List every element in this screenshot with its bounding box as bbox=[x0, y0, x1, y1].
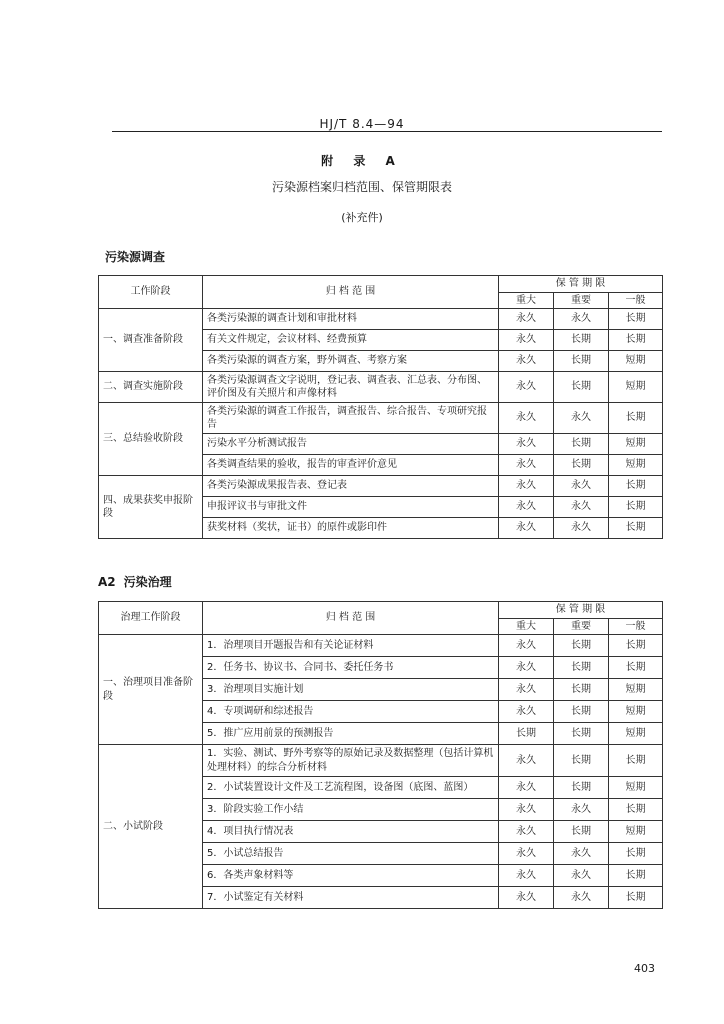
general-cell: 长期 bbox=[609, 497, 663, 518]
general-cell: 短期 bbox=[609, 351, 663, 372]
table-header-row bbox=[99, 602, 663, 619]
stage-cell: 二、调查实施阶段 bbox=[99, 372, 203, 403]
stage-cell: 二、小试阶段 bbox=[99, 745, 203, 909]
general-cell: 短期 bbox=[609, 455, 663, 476]
major-cell: 永久 bbox=[499, 403, 554, 434]
table-row bbox=[99, 635, 663, 657]
scope-header: 归 档 范 围 bbox=[203, 602, 499, 635]
scope-cell: 5．小试总结报告 bbox=[203, 843, 499, 865]
scope-cell: 3．阶段实验工作小结 bbox=[203, 799, 499, 821]
major-cell: 永久 bbox=[499, 701, 554, 723]
important-cell: 长期 bbox=[554, 351, 609, 372]
general-cell: 短期 bbox=[609, 777, 663, 799]
major-cell: 永久 bbox=[499, 330, 554, 351]
scope-cell: 3．治理项目实施计划 bbox=[203, 679, 499, 701]
important-cell: 永久 bbox=[554, 865, 609, 887]
stage-cell: 一、治理项目准备阶段 bbox=[99, 635, 203, 745]
section2-title: 污染治理 bbox=[123, 575, 172, 589]
scope-cell: 获奖材料（奖状，证书）的原件或影印件 bbox=[203, 518, 499, 539]
general-cell: 短期 bbox=[609, 723, 663, 745]
scope-cell: 6．各类声象材料等 bbox=[203, 865, 499, 887]
important-cell: 长期 bbox=[554, 455, 609, 476]
scope-cell: 各类污染源的调查方案，野外调查、考察方案 bbox=[203, 351, 499, 372]
important-cell: 永久 bbox=[554, 887, 609, 909]
important-header: 重要 bbox=[554, 292, 609, 309]
scope-cell: 4．专项调研和综述报告 bbox=[203, 701, 499, 723]
general-cell: 长期 bbox=[609, 518, 663, 539]
important-cell: 长期 bbox=[554, 701, 609, 723]
important-cell: 长期 bbox=[554, 821, 609, 843]
important-cell: 长期 bbox=[554, 434, 609, 455]
important-cell: 永久 bbox=[554, 518, 609, 539]
scope-cell: 2．任务书、协议书、合同书、委托任务书 bbox=[203, 657, 499, 679]
general-cell: 长期 bbox=[609, 476, 663, 497]
appendix-label: 附 录 A bbox=[321, 154, 403, 168]
scope-cell: 各类污染源的调查工作报告，调查报告、综合报告、专项研究报告 bbox=[203, 403, 499, 434]
stage-cell: 一、调查准备阶段 bbox=[99, 309, 203, 372]
major-cell: 永久 bbox=[499, 745, 554, 777]
table-header-row bbox=[99, 276, 663, 293]
major-cell: 永久 bbox=[499, 635, 554, 657]
general-cell: 短期 bbox=[609, 372, 663, 403]
scope-cell: 各类污染源的调查计划和审批材料 bbox=[203, 309, 499, 330]
important-cell: 长期 bbox=[554, 372, 609, 403]
scope-cell: 7．小试鉴定有关材料 bbox=[203, 887, 499, 909]
appendix-title: 污染源档案归档范围、保管期限表 bbox=[271, 180, 452, 194]
major-header: 重大 bbox=[499, 292, 554, 309]
retention-header: 保 管 期 限 bbox=[499, 602, 663, 619]
pollution-treatment-table bbox=[98, 601, 663, 909]
appendix-note: (补充件) bbox=[341, 211, 383, 224]
general-cell: 长期 bbox=[609, 403, 663, 434]
major-cell: 永久 bbox=[499, 372, 554, 403]
important-cell: 长期 bbox=[554, 657, 609, 679]
major-cell: 永久 bbox=[499, 887, 554, 909]
important-cell: 永久 bbox=[554, 476, 609, 497]
header-rule bbox=[112, 131, 662, 132]
important-cell: 永久 bbox=[554, 843, 609, 865]
major-cell: 永久 bbox=[499, 497, 554, 518]
section2-heading bbox=[98, 573, 172, 590]
scope-cell: 有关文件规定，会议材料、经费预算 bbox=[203, 330, 499, 351]
important-cell: 永久 bbox=[554, 497, 609, 518]
scope-cell: 污染水平分析测试报告 bbox=[203, 434, 499, 455]
important-cell: 长期 bbox=[554, 777, 609, 799]
major-cell: 永久 bbox=[499, 309, 554, 330]
stage-header: 治理工作阶段 bbox=[99, 602, 203, 635]
table1-body bbox=[99, 276, 663, 539]
table-row bbox=[99, 476, 663, 497]
general-cell: 长期 bbox=[609, 865, 663, 887]
major-cell: 永久 bbox=[499, 455, 554, 476]
important-cell: 永久 bbox=[554, 309, 609, 330]
important-cell: 永久 bbox=[554, 799, 609, 821]
major-cell: 永久 bbox=[499, 476, 554, 497]
major-cell: 永久 bbox=[499, 657, 554, 679]
scope-cell: 4．项目执行情况表 bbox=[203, 821, 499, 843]
important-cell: 长期 bbox=[554, 745, 609, 777]
major-cell: 永久 bbox=[499, 518, 554, 539]
table-row bbox=[99, 403, 663, 434]
document-code: HJ/T 8.4—94 bbox=[319, 117, 405, 131]
general-cell: 短期 bbox=[609, 701, 663, 723]
important-cell: 长期 bbox=[554, 330, 609, 351]
scope-cell: 5．推广应用前景的预测报告 bbox=[203, 723, 499, 745]
scope-cell: 1．治理项目开题报告和有关论证材料 bbox=[203, 635, 499, 657]
major-cell: 永久 bbox=[499, 777, 554, 799]
table2-body bbox=[99, 602, 663, 909]
general-cell: 长期 bbox=[609, 657, 663, 679]
scope-cell: 各类调查结果的验收，报告的审查评价意见 bbox=[203, 455, 499, 476]
general-cell: 短期 bbox=[609, 821, 663, 843]
major-cell: 永久 bbox=[499, 351, 554, 372]
scope-cell: 1．实验、测试、野外考察等的原始记录及数据整理（包括计算机处理材料）的综合分析材料 bbox=[203, 745, 499, 777]
major-cell: 永久 bbox=[499, 821, 554, 843]
major-cell: 长期 bbox=[499, 723, 554, 745]
general-cell: 长期 bbox=[609, 745, 663, 777]
major-header: 重大 bbox=[499, 618, 554, 635]
scope-cell: 2．小试装置设计文件及工艺流程图，设备图（底图、蓝图） bbox=[203, 777, 499, 799]
section2-number: A2 bbox=[98, 575, 116, 589]
important-cell: 永久 bbox=[554, 403, 609, 434]
general-cell: 长期 bbox=[609, 330, 663, 351]
important-cell: 长期 bbox=[554, 635, 609, 657]
pollution-survey-table bbox=[98, 275, 663, 539]
important-header: 重要 bbox=[554, 618, 609, 635]
scope-cell: 各类污染源调查文字说明，登记表、调查表、汇总表、分布图、评价图及有关照片和声像材料 bbox=[203, 372, 499, 403]
general-cell: 长期 bbox=[609, 887, 663, 909]
major-cell: 永久 bbox=[499, 434, 554, 455]
stage-header: 工作阶段 bbox=[99, 276, 203, 309]
general-header: 一般 bbox=[609, 292, 663, 309]
scope-cell: 申报评议书与审批文件 bbox=[203, 497, 499, 518]
general-cell: 长期 bbox=[609, 843, 663, 865]
scope-cell: 各类污染源成果报告表、登记表 bbox=[203, 476, 499, 497]
general-cell: 长期 bbox=[609, 309, 663, 330]
general-cell: 长期 bbox=[609, 635, 663, 657]
major-cell: 永久 bbox=[499, 799, 554, 821]
stage-cell: 三、总结验收阶段 bbox=[99, 403, 203, 476]
general-cell: 短期 bbox=[609, 434, 663, 455]
general-cell: 长期 bbox=[609, 799, 663, 821]
general-cell: 短期 bbox=[609, 679, 663, 701]
scope-header: 归 档 范 围 bbox=[203, 276, 499, 309]
major-cell: 永久 bbox=[499, 865, 554, 887]
stage-cell: 四、成果获奖申报阶段 bbox=[99, 476, 203, 539]
major-cell: 永久 bbox=[499, 679, 554, 701]
retention-header: 保 管 期 限 bbox=[499, 276, 663, 293]
section1-title: 污染源调查 bbox=[105, 250, 166, 264]
table-row bbox=[99, 309, 663, 330]
important-cell: 长期 bbox=[554, 723, 609, 745]
page-number: 403 bbox=[634, 962, 655, 975]
important-cell: 长期 bbox=[554, 679, 609, 701]
table-row bbox=[99, 745, 663, 777]
general-header: 一般 bbox=[609, 618, 663, 635]
table-row bbox=[99, 372, 663, 403]
major-cell: 永久 bbox=[499, 843, 554, 865]
